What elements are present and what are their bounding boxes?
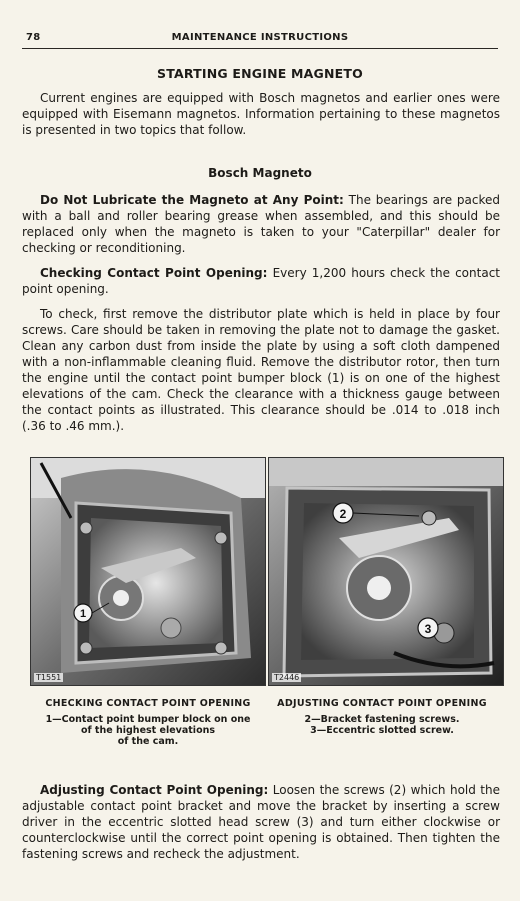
caption-title: CHECKING CONTACT POINT OPENING [45,698,251,709]
figure-adjusting-caption [262,698,502,736]
bosch-heading: Bosch Magneto [208,166,312,180]
callout-2-label: 2 [339,507,347,521]
adjusting-label: Adjusting Contact Point Opening: [40,783,269,797]
page-number: 78 [26,32,41,43]
caption-line: 1—Contact point bumper block on one [45,714,251,725]
caption-line: 3—Eccentric slotted screw. [310,725,454,736]
lubricate-paragraph [22,192,500,256]
lubricate-label: Do Not Lubricate the Magneto at Any Point: [40,193,344,207]
caption-line: of the highest elevations [80,725,216,736]
figure-checking-photo [30,457,266,686]
checking-text: Every 1,200 hours check the contact point opening. [22,266,500,296]
photo-id-label: T1551 [36,673,62,682]
running-title: MAINTENANCE INSTRUCTIONS [171,32,349,43]
caption-title: ADJUSTING CONTACT POINT OPENING [277,698,487,709]
callout-3-label: 3 [424,622,432,636]
intro-paragraph: Current engines are equipped with Bosch magnetos and earlier ones were equipped with Eisemann magnetos. Information pertaining to these magnetos is presented in two topics that follow. [22,91,500,137]
lubricate-text: The bearings are packed with a ball and roller bearing grease when assembled, and this should be replaced only when the magneto is taken to your "Caterpillar" dealer for checking or reconditioning. [22,193,500,255]
running-header [22,32,498,49]
adjusting-text: Loosen the screws (2) which hold the adjustable contact point bracket and move the bracket by inserting a screw driver in the eccentric slotted head screw (3) and turn either clockwise or counterclockwise until the correct point opening is obtained. Then tighten the fastening screws and recheck the adjustment. [22,783,500,861]
photo-id-label: T2446 [274,673,300,682]
checking-label: Checking Contact Point Opening: [40,266,268,280]
magneto-photo-illustration [31,458,266,686]
adjusting-paragraph [22,782,500,862]
callout-1-label: 1 [79,608,87,620]
checking-paragraph [22,265,500,297]
figure-adjusting-photo [268,457,504,686]
magneto-photo-illustration [269,458,504,686]
caption-line: 2—Bracket fastening screws. [304,714,460,725]
section-title: STARTING ENGINE MAGNETO [157,66,363,81]
figure-checking-caption [28,698,268,747]
procedure-paragraph: To check, first remove the distributor plate which is held in place by four screws. Care should be taken in removing the plate not to damage the gasket. Clean any carbon dust from inside the plate by using a soft cloth dampened with a non-inflammable cleaning fluid. Remove the distributor rotor, then turn the engine until the contact point bumper block (1) is on one of the highest elevations of the cam. Check the clearance with a thickness gauge between the contact points as illustrated. This clearance should be .014 to .018 inch (.36 to .46 mm.). [22,307,500,433]
caption-line: of the cam. [117,736,179,747]
